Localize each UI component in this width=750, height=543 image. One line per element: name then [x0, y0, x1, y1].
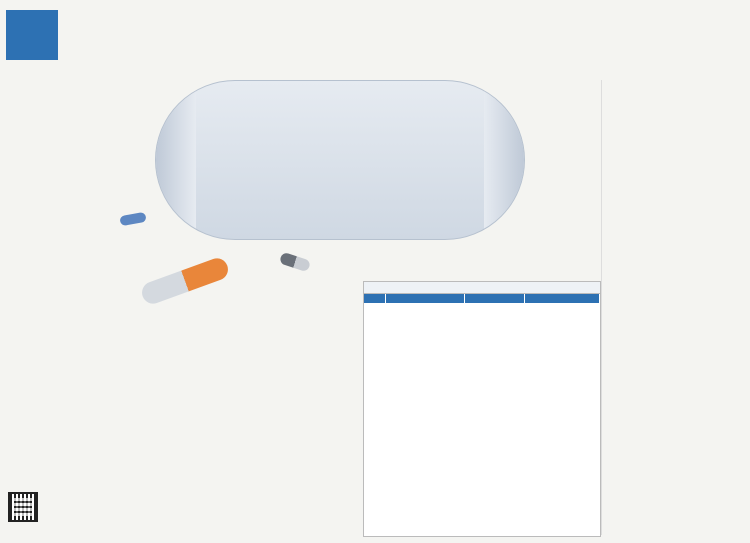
body-col-g: [606, 97, 674, 257]
table-header: [364, 294, 600, 303]
body-col-e: [140, 407, 358, 465]
body-col-d: [140, 345, 358, 395]
section-logo: [6, 10, 58, 60]
body-col-h: [606, 285, 744, 377]
table-header-cell: [525, 294, 600, 303]
body-col-c: [140, 307, 358, 333]
violations-table: [363, 281, 601, 537]
body-col-f: [140, 477, 358, 537]
body-col-b: [66, 221, 148, 293]
body-col-b2: [66, 305, 148, 535]
table-title: [364, 282, 600, 294]
lead-column: [6, 70, 58, 470]
body-col-a: [66, 81, 148, 211]
top-bar: [0, 0, 750, 14]
pill-decoration-gray: [279, 252, 311, 273]
qr-code[interactable]: [8, 492, 38, 522]
table-header-cell: [465, 294, 525, 303]
body-col-g2: [678, 97, 744, 257]
body-col-i: [606, 431, 744, 537]
table-header-cell: [364, 294, 386, 303]
pill-decoration-orange: [139, 255, 231, 306]
table-header-cell: [386, 294, 465, 303]
bar-chart: [160, 84, 520, 234]
column-divider: [601, 80, 602, 535]
